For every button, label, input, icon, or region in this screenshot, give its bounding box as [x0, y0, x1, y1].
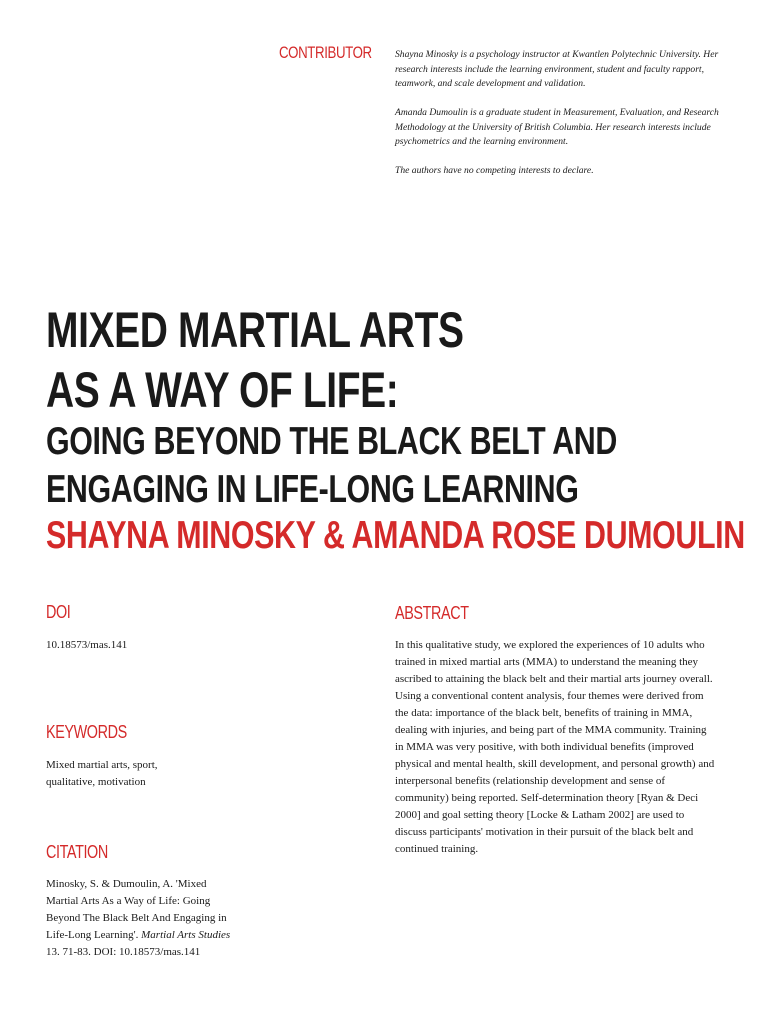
- keywords-heading: KEYWORDS: [46, 722, 127, 742]
- article-title-line-2: AS A WAY OF LIFE:: [46, 362, 399, 418]
- citation-journal: Martial Arts Studies: [141, 929, 231, 941]
- citation-text: [46, 876, 236, 961]
- article-title-line-1: MIXED MARTIAL ARTS: [46, 302, 464, 358]
- contributor-bios: [395, 48, 725, 193]
- abstract-heading: ABSTRACT: [395, 603, 469, 623]
- contributor-heading: CONTRIBUTOR: [279, 43, 372, 62]
- article-authors: SHAYNA MINOSKY & AMANDA ROSE DUMOULIN: [46, 514, 745, 557]
- keywords-value: Mixed martial arts, sport, qualitative, motivation: [46, 759, 158, 788]
- article-subtitle-line-1: GOING BEYOND THE BLACK BELT AND: [46, 420, 617, 463]
- citation-reference: Minosky, S. & Dumoulin, A. 'Mixed Martial Arts As a Way of Life: Going Beyond The Black Belt And Engaging in Life-Long Learning'.: [46, 878, 227, 941]
- doi-value: 10.18573/mas.141: [46, 639, 128, 651]
- doi-heading: DOI: [46, 602, 71, 622]
- citation-pages-doi: 13. 71-83. DOI: 10.18573/mas.141: [46, 946, 201, 958]
- contributor-bio-minosky: Shayna Minosky is a psychology instructor at Kwantlen Polytechnic University. Her research interests include the learning environment, student and faculty rapport, teamwork, and scale development and validation.: [395, 49, 719, 89]
- contributor-bio-dumoulin: Amanda Dumoulin is a graduate student in Measurement, Evaluation, and Research Methodology at the University of British Columbia. Her research interests include psychometrics and the learning environment.: [395, 107, 719, 147]
- competing-interests-statement: The authors have no competing interests to declare.: [395, 165, 594, 176]
- abstract-text: In this qualitative study, we explored the experiences of 10 adults who trained in mixed martial arts (MMA) to understand the meaning they ascribed to attaining the black belt and their martial arts journey overall. Using a conventional content analysis, four themes were derived from the data: importance of the black belt, benefits of training in MMA, dealing with injuries, and being part of the MMA community. Training in MMA was very positive, with both individual benefits (improved physical and mental health, skill development, and personal growth) and interpersonal benefits (relationship development and sense of community) being reported. Self-determination theory [Ryan & Deci 2000] and goal setting theory [Locke & Latham 2002] are used to discuss participants' motivation in their pursuit of the black belt and continued training.: [395, 639, 715, 855]
- article-subtitle-line-2: ENGAGING IN LIFE-LONG LEARNING: [46, 468, 579, 511]
- citation-heading: CITATION: [46, 842, 108, 862]
